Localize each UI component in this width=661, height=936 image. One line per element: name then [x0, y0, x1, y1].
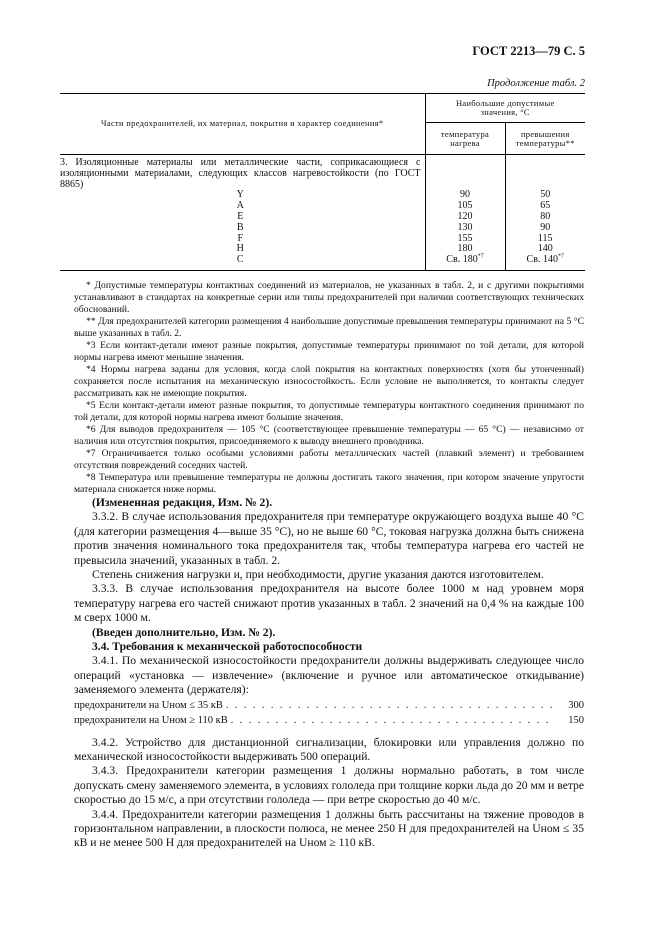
- amendment-note: (Измененная редакция, Изм. № 2).: [92, 496, 273, 509]
- temp-cell: 120: [425, 212, 505, 223]
- table-row: [60, 255, 585, 270]
- rise-cell: 90: [540, 221, 551, 233]
- rise-cell: 50: [540, 189, 551, 201]
- class-cell: F: [60, 234, 425, 245]
- footnote: * Допустимые температуры контактных соединений из материалов, не указанных в табл. 2, и с другими покрытиями устанавливают в стандартах на конкретные серии или типы предохранителей при наличии соответствующих технических обоснований.: [74, 280, 584, 315]
- class-cell: C: [60, 255, 425, 270]
- table-row: [60, 223, 585, 234]
- table-row: [60, 234, 585, 245]
- paragraph-3-4-3: 3.4.3. Предохранители категории размещения 1 должны нормально работать, в том числе допускать смену заменяемого элемента, в условиях гололеда при толщине корки льда до 20 мм и ветре скоростью до 15 м/с, а при отсутствии гололеда — при ветре скоростью до 40 м/с.: [74, 764, 584, 807]
- leader-dots: [231, 714, 555, 728]
- footnote: *6 Для выводов предохранителя — 105 °С (соответствующее превышение температуры — 65 °С) — независимо от наличия или отсутствия покрытия, присоединяемого к выводу внешнего проводника.: [74, 424, 584, 447]
- class-cell: H: [60, 244, 425, 255]
- rise-cell: 65: [540, 200, 551, 212]
- header-rise: превышения температуры**: [505, 123, 585, 155]
- temp-cell: 90: [425, 190, 505, 201]
- table-row: [60, 212, 585, 223]
- rise-cell: 140: [537, 243, 553, 255]
- footnote: *8 Температура или превышение температуры не должны достигать такого значения, при котором значение упругости материала снижается ниже нормы.: [74, 472, 584, 495]
- paragraph-3-4-4: 3.4.4. Предохранители категории размещения 1 должны быть рассчитаны на тяжение проводов в горизонтальном направлении, в плоскости полюса, не менее 250 Н для предохранителей на Uном ≤ 35 кВ и не менее 500 Н для предохранителей на Uном ≥ 110 кВ.: [74, 807, 584, 850]
- paragraph-3-3-3: 3.3.3. В случае использования предохранителя на высоте более 1000 м над уровнем моря температуру нагрева его частей снижают против указанных в табл. 2 значений на 0,4 % на каждые 100 м сверх 1000 м.: [74, 582, 584, 625]
- temp-cell: 130: [425, 223, 505, 234]
- paragraph-3-4-2: 3.4.2. Устройство для дистанционной сигнализации, блокировки или управления должно по механической износостойкости выдерживать 500 операций.: [74, 735, 584, 763]
- leader-dots: [226, 699, 555, 713]
- rise-cell: 115: [537, 232, 553, 244]
- header-max-values: Наибольшие допустимые значения, °С: [425, 94, 585, 123]
- temp-cell: 155: [425, 234, 505, 245]
- leader-label: предохранители на Uном ≥ 110 кВ: [74, 715, 228, 727]
- paragraph-3-3-2: 3.3.2. В случае использования предохранителя при температуре окружающего воздуха выше 40 °С (для категории размещения 4—выше 35 °С), но не выше 60 °С, токовая нагрузка должна быть снижена против значения номинального тока предохранителя так, чтобы температура нагрева его частей не превысила значений, указанных в табл. 2.: [74, 510, 584, 567]
- footnote: *7 Ограничивается только особыми условиями работы металлических частей (плавкий элемент) и требованием отсутствия повреждений соседних частей.: [74, 448, 584, 471]
- table-row: [60, 244, 585, 255]
- class-cell: E: [60, 212, 425, 223]
- table-row: [60, 190, 585, 201]
- page-header: ГОСТ 2213—79 С. 5: [472, 44, 585, 58]
- temp-cell: Св. 180$^{*7}$: [425, 255, 505, 270]
- class-cell: B: [60, 223, 425, 234]
- temp-cell: 105: [425, 201, 505, 212]
- addition-note: (Введен дополнительно, Изм. № 2).: [92, 625, 276, 639]
- leader-value: 300: [568, 699, 584, 711]
- table-continuation-label: Продолжение табл. 2: [487, 78, 585, 89]
- leader-line: [74, 699, 584, 713]
- table-footnotes: [74, 280, 584, 496]
- section-3-4-title: 3.4. Требования к механической работоспособности: [92, 640, 363, 654]
- leader-line: [74, 714, 584, 728]
- leader-value: 150: [568, 715, 584, 727]
- paragraph-3-4-1: 3.4.1. По механической износостойкости предохранители должны выдерживать следующее число операций «установка — извлечение» (включение и ручное или автоматическое откидывание) заменяемого элемента (держателя):: [74, 654, 584, 697]
- section-text: 3. Изоляционные материалы или металлические части, соприкасающиеся с изоляционными материалами, следующих классов нагревостойкости (по ГОСТ 8865): [60, 155, 425, 191]
- header-temperature: температура нагрева: [425, 123, 505, 155]
- footnote: ** Для предохранителей категории размещения 4 наибольшие допустимые превышения температуры принимают на 5 °С выше указанных в табл. 2.: [74, 316, 584, 339]
- paragraph-3-3-2-note: Степень снижения нагрузки и, при необходимости, другие указания даются изготовителем.: [92, 568, 544, 582]
- footnote: *5 Если контакт-детали имеют разные покрытия, то допустимые температуры контактного соединения принимают по той детали, для которой нормы нагрева имеют большие значения.: [74, 400, 584, 423]
- leader-label: предохранители на Uном ≤ 35 кВ: [74, 699, 223, 711]
- table-2: [60, 93, 585, 271]
- body-text: [74, 496, 584, 851]
- rise-cell: 80: [540, 210, 551, 222]
- rise-cell: Св. 140$^{*7}$: [526, 253, 564, 266]
- footnote: *4 Нормы нагрева заданы для условия, когда слой покрытия на контактных поверхностях (хотя бы утонченный) сохраняется после испытания на механическую износостойкость. Если условие не выполняется, то контакты следует рассматривать как не имеющие покрытия.: [74, 364, 584, 399]
- class-cell: Y: [60, 190, 425, 201]
- temp-cell: 180: [425, 244, 505, 255]
- footnote: *3 Если контакт-детали имеют разные покрытия, допустимые температуры принимают по той детали, для которой нормы нагрева имеют меньшие значения.: [74, 340, 584, 363]
- table-row: [60, 201, 585, 212]
- class-cell: A: [60, 201, 425, 212]
- header-parts: Части предохранителей, их материал, покрытия и характер соединения*: [60, 94, 425, 155]
